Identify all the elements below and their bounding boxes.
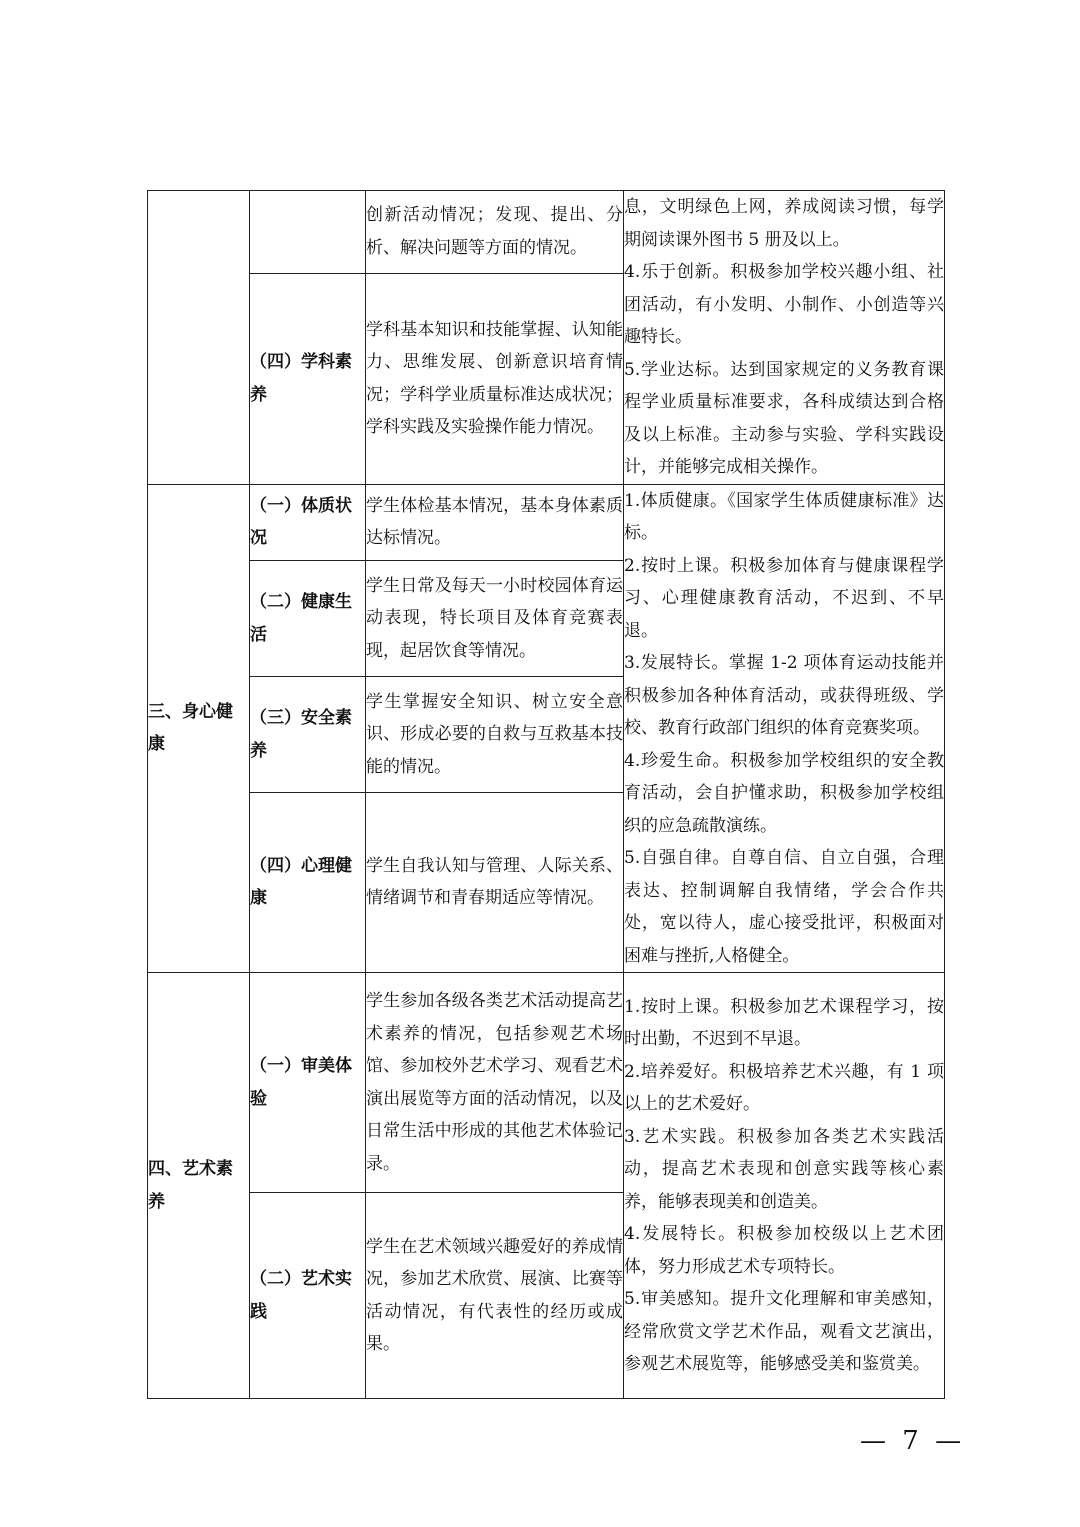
- requirement-item: 5.审美感知。提升文化理解和审美感知，经常欣赏文学艺术作品，观看文艺演出，参观艺术展览等，能够感受美和鉴赏美。: [624, 1289, 944, 1374]
- requirement-item: 4.珍爱生命。积极参加学校组织的安全教育活动，会自护懂求助，积极参加学校组织的应急疏散演练。: [624, 750, 944, 836]
- requirement-item: 4.乐于创新。积极参加学校兴趣小组、社团活动，有小发明、小制作、小创造等兴趣特长。: [624, 262, 944, 347]
- requirement-item: 2.培养爱好。积极培养艺术兴趣，有 1 项以上的艺术爱好。: [624, 1061, 944, 1114]
- evaluation-table: [147, 190, 945, 1399]
- sub-item-cell: （四）学科素养: [250, 273, 366, 484]
- content-cell: 学生自我认知与管理、人际关系、情绪调节和青春期适应等情况。: [366, 792, 624, 972]
- requirement-item: 2.按时上课。积极参加体育与健康课程学习、心理健康教育活动，不迟到、不早退。: [624, 555, 944, 641]
- table-row: [148, 191, 945, 274]
- content-cell: 学生掌握安全知识、树立安全意识、形成必要的自救与互救基本技能的情况。: [366, 677, 624, 793]
- sub-item-cell: （二）健康生活: [250, 561, 366, 677]
- dimension-cell-empty: [148, 191, 250, 485]
- content-cell: 学科基本知识和技能掌握、认知能力、思维发展、创新意识培育情况；学科学业质量标准达成状况；学科实践及实验操作能力情况。: [366, 273, 624, 484]
- content-cell: 学生体检基本情况，基本身体素质达标情况。: [366, 484, 624, 561]
- page-number: — 7 —: [860, 1426, 966, 1456]
- content-cell: 学生在艺术领域兴趣爱好的养成情况，参加艺术欣赏、展演、比赛等活动情况，有代表性的经历或成果。: [366, 1193, 624, 1399]
- dimension-cell: 四、艺术素养: [148, 973, 250, 1399]
- content-cell: 学生日常及每天一小时校园体育运动表现，特长项目及体育竞赛表现，起居饮食等情况。: [366, 561, 624, 677]
- requirement-cell: [624, 973, 945, 1399]
- requirement-cell: [624, 191, 945, 485]
- requirement-item: 5.学业达标。达到国家规定的义务教育课程学业质量标准要求，各科成绩达到合格及以上标准。主动参与实验、学科实践设计，并能够完成相关操作。: [624, 359, 944, 477]
- content-cell: 学生参加各级各类艺术活动提高艺术素养的情况，包括参观艺术场馆、参加校外艺术学习、观看艺术演出展览等方面的活动情况，以及日常生活中形成的其他艺术体验记录。: [366, 973, 624, 1193]
- content-cell: 创新活动情况；发现、提出、分析、解决问题等方面的情况。: [366, 191, 624, 274]
- requirement-item: 3.发展特长。掌握 1-2 项体育运动技能并积极参加各种体育活动，或获得班级、学校、教育行政部门组织的体育竞赛奖项。: [624, 653, 944, 738]
- table-row: [148, 484, 945, 561]
- requirement-item: 3.艺术实践。积极参加各类艺术实践活动，提高艺术表现和创意实践等核心素养，能够表现美和创造美。: [624, 1126, 944, 1212]
- requirement-item: 4.发展特长。积极参加校级以上艺术团体，努力形成艺术专项特长。: [624, 1224, 944, 1277]
- sub-item-cell-empty: [250, 191, 366, 274]
- sub-item-cell: （四）心理健康: [250, 792, 366, 972]
- sub-item-cell: （三）安全素养: [250, 677, 366, 793]
- sub-item-cell: （二）艺术实践: [250, 1193, 366, 1399]
- requirement-item: 息，文明绿色上网，养成阅读习惯，每学期阅读课外图书 5 册及以上。: [624, 197, 944, 250]
- requirement-item: 5.自强自律。自尊自信、自立自强，合理表达、控制调解自我情绪，学会合作共处，宽以待人，虚心接受批评，积极面对困难与挫折,人格健全。: [624, 848, 944, 966]
- requirement-item: 1.按时上课。积极参加艺术课程学习，按时出勤，不迟到不早退。: [624, 996, 944, 1049]
- requirement-cell: [624, 484, 945, 973]
- dimension-cell: 三、身心健康: [148, 484, 250, 973]
- sub-item-cell: （一）审美体验: [250, 973, 366, 1193]
- table-row: [148, 973, 945, 1193]
- requirement-item: 1.体质健康。《国家学生体质健康标准》达标。: [624, 490, 944, 543]
- sub-item-cell: （一）体质状况: [250, 484, 366, 561]
